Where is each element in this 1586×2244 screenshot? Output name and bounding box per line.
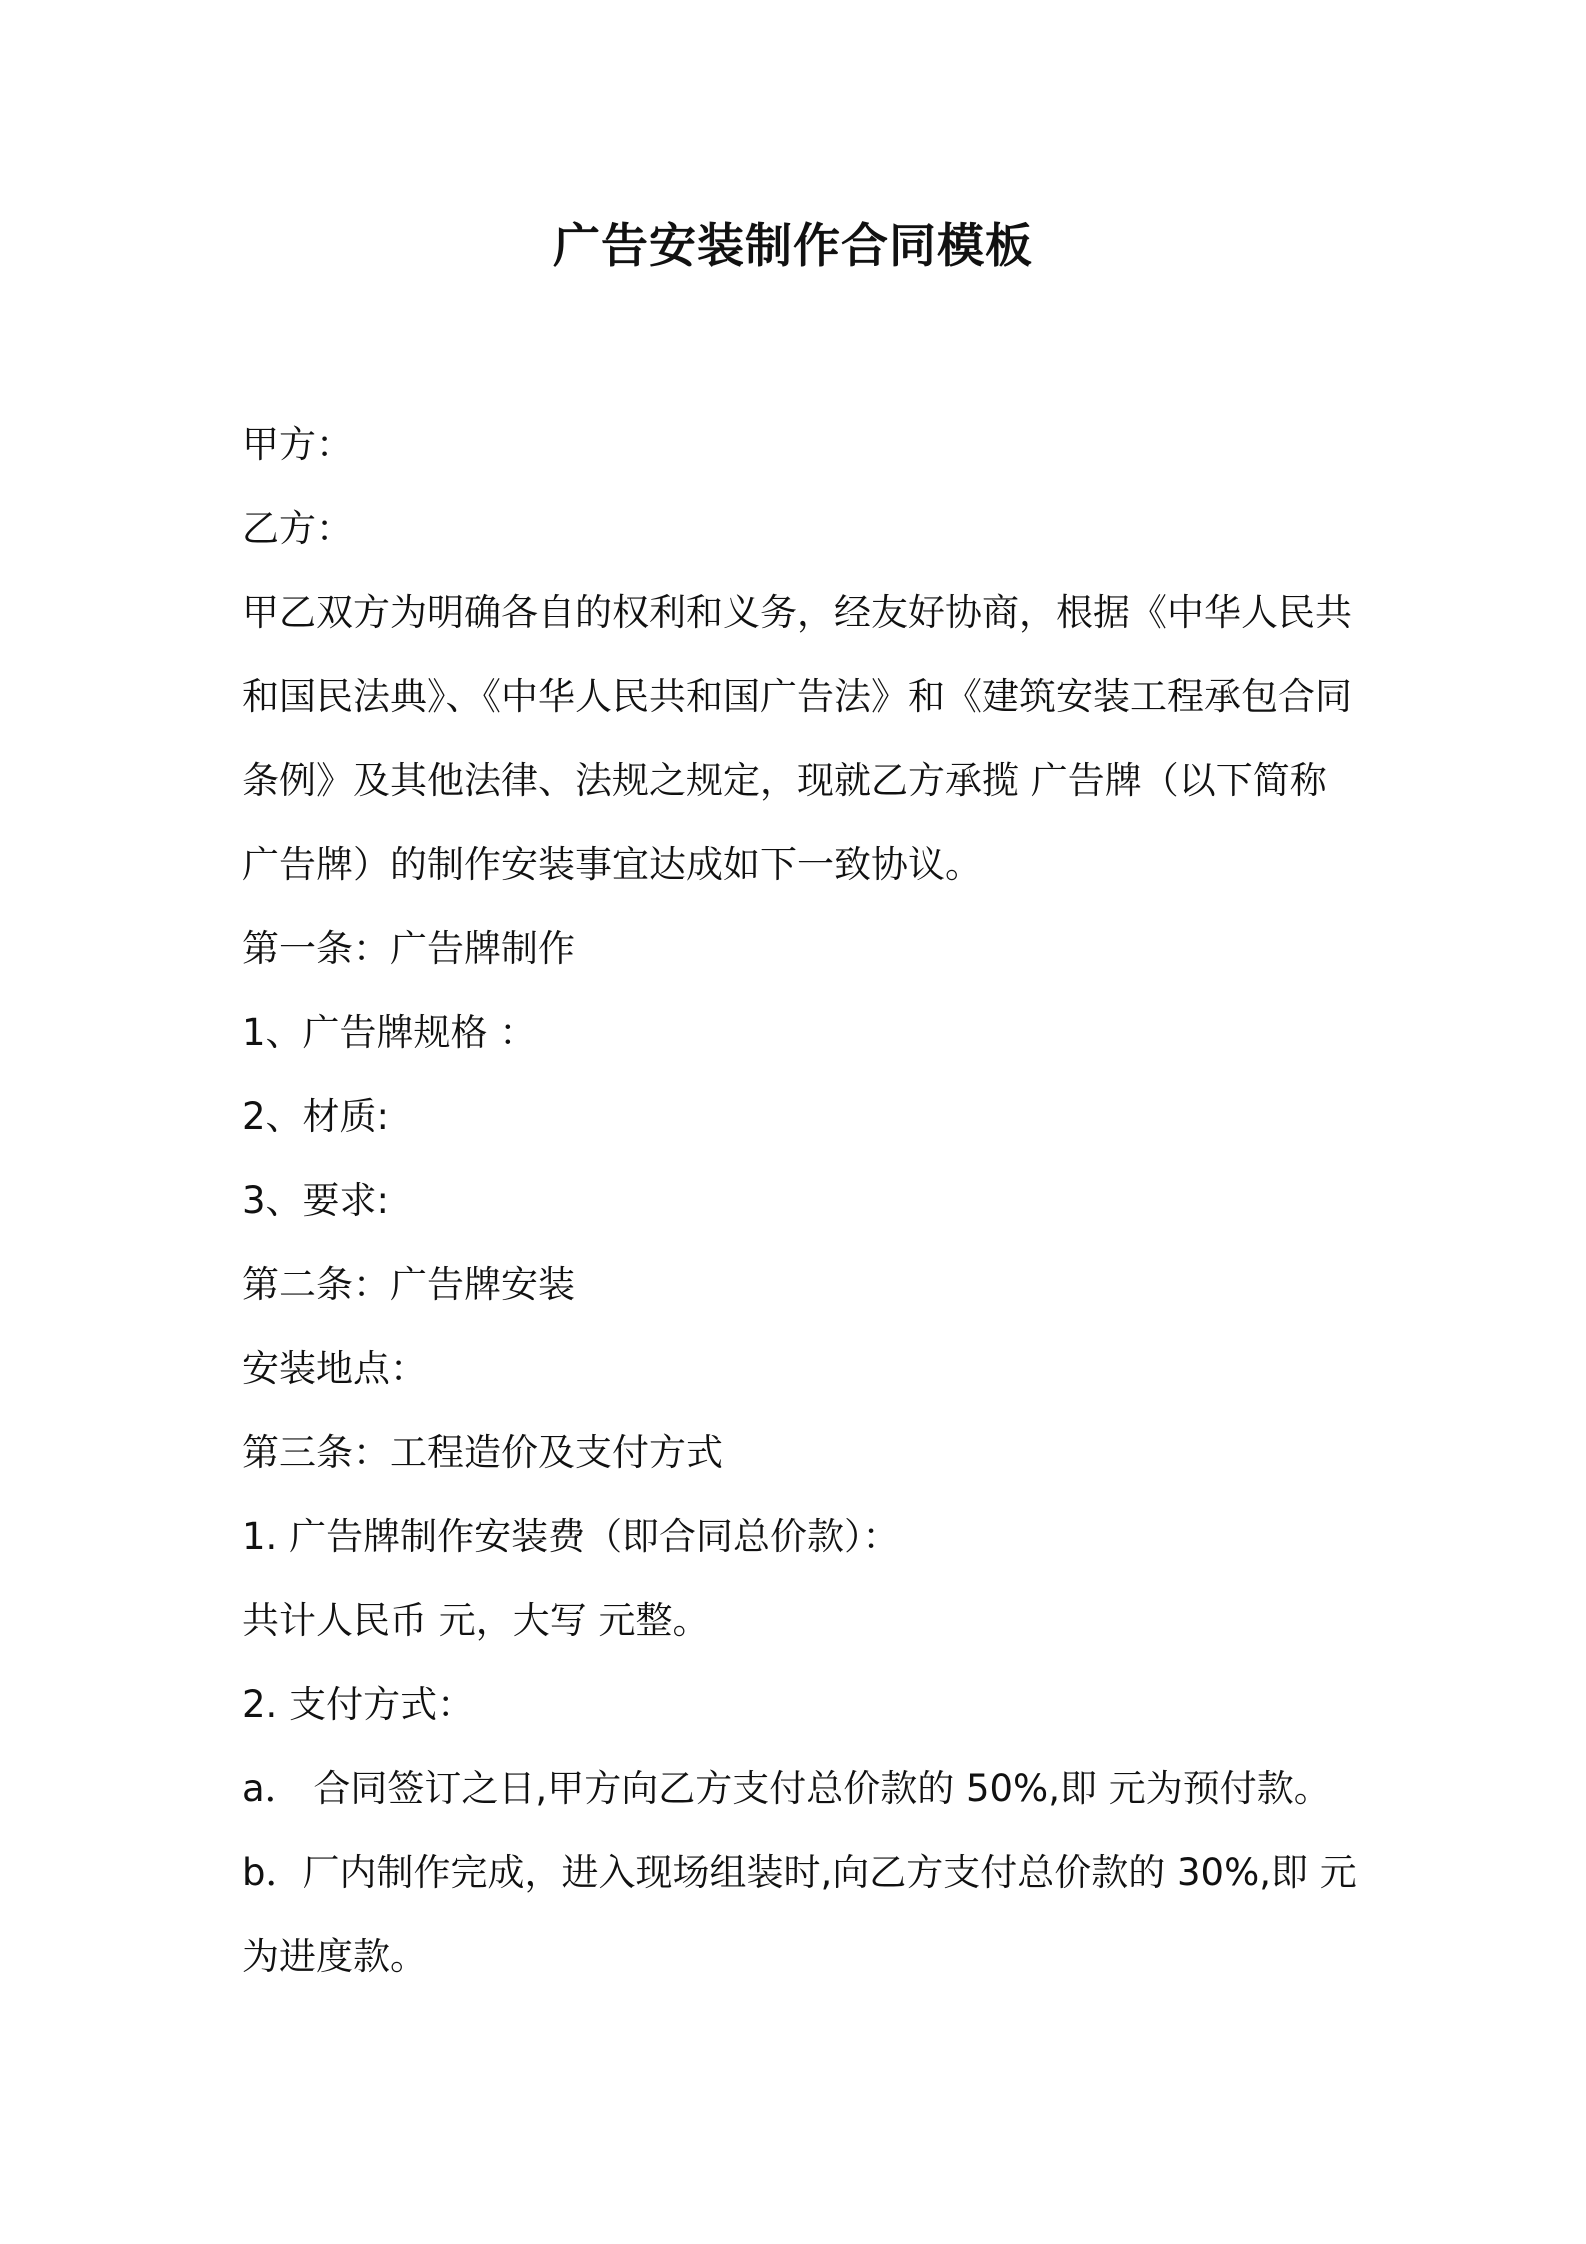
article1-item-requirement: 3、要求: — [242, 1179, 390, 1222]
payment-item-b-line: b．厂内制作完成，进入现场组装时,向乙方支付总价款的 30%,即 元 — [242, 1851, 1357, 1894]
intro-line: 和国民法典》、《中华人民共和国广告法》和《建筑安装工程承包合同 — [242, 675, 1352, 718]
fee-label-line: 1. 广告牌制作安装费（即合同总价款）： — [242, 1515, 900, 1558]
party-a-line: 甲方： — [242, 423, 353, 466]
payment-item-a: a． 合同签订之日,甲方向乙方支付总价款的 50%,即 元为预付款。 — [242, 1767, 1331, 1810]
payment-item-b-line: 为进度款。 — [242, 1935, 427, 1978]
article3-heading: 第三条：工程造价及支付方式 — [242, 1431, 723, 1474]
intro-line: 甲乙双方为明确各自的权利和义务，经友好协商，根据《中华人民共 — [242, 591, 1352, 634]
payment-item-b — [242, 1831, 1362, 1999]
install-location-line: 安装地点： — [242, 1347, 427, 1390]
article1-item-spec: 1、广告牌规格 ： — [242, 1011, 537, 1054]
payment-method-label: 2. 支付方式： — [242, 1683, 475, 1726]
article1-item-material: 2、材质: — [242, 1095, 390, 1138]
article1-heading: 第一条：广告牌制作 — [242, 927, 575, 970]
intro-paragraph — [242, 571, 1362, 907]
fee-total-line: 共计人民币 元，大写 元整。 — [242, 1599, 710, 1642]
intro-line: 广告牌）的制作安装事宜达成如下一致协议。 — [242, 843, 982, 886]
intro-line: 条例》及其他法律、法规之规定，现就乙方承揽 广告牌（以下简称 — [242, 759, 1327, 802]
article2-heading: 第二条：广告牌安装 — [242, 1263, 575, 1306]
party-b-line: 乙方： — [242, 507, 353, 550]
document-body — [242, 403, 1362, 1999]
document-title: 广告安装制作合同模板 — [553, 219, 1033, 274]
